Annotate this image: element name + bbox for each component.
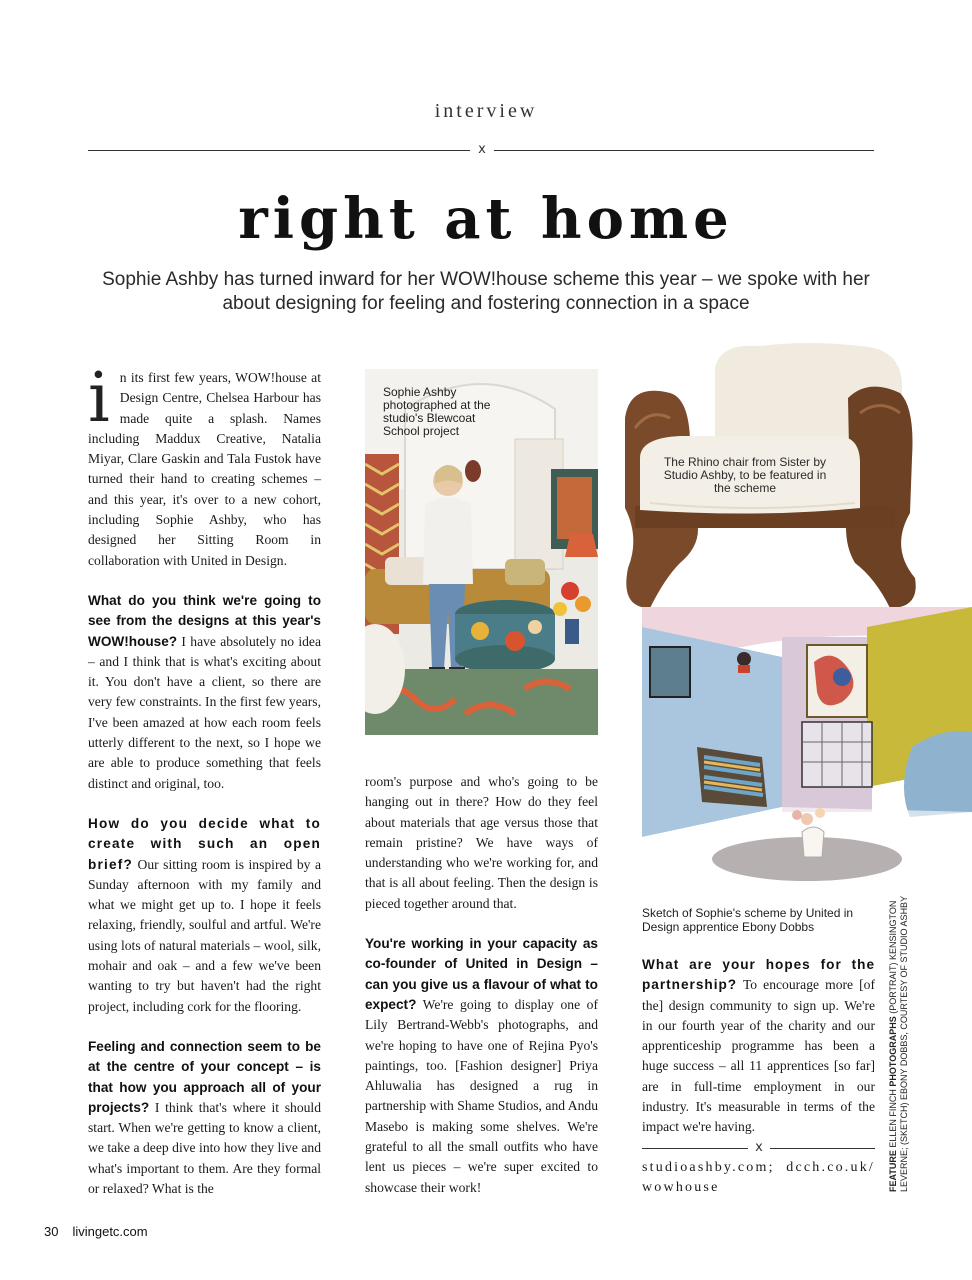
credit-photos-text: (PORTRAIT) KENSINGTON LEVERNE; (SKETCH) EBONY DOBBS, COURTESY OF STUDIO ASHBY — [888, 895, 909, 1192]
answer-2: Our sitting room is inspired by a Sunday afternoon with my family and what we might get up to. I hope it feels relaxing, friendly, soulful and artful. We're using lots of natural materials – wool, silk, mohair and oak – and a few we've been wanting to try but haven't had the right project, including cork for the flooring. — [88, 856, 321, 1014]
standfirst: Sophie Ashby has turned inward for her WOW!house scheme this year – we spoke with her about designing for feeling and fostering connection in a space — [102, 269, 870, 314]
drop-cap: i — [88, 359, 110, 438]
question-3: Feeling and connection seem to be at the centre of your concept – is that how you approach all of your projects? — [88, 1038, 321, 1115]
article-column-2 — [365, 772, 598, 1218]
page-footer — [44, 1224, 162, 1239]
section-kicker: interview — [434, 100, 538, 122]
answer-3-continued: room's purpose and who's going to be hanging out in there? How do they feel about materials that age versus those that remain pristine? We have ways of understanding who we're working for, and that is all about feeling. Then the design is pieced together around that. — [365, 774, 598, 911]
photo-credits — [888, 892, 910, 1192]
question-1: What do you think we're going to see from the designs at this year's WOW!house? — [88, 592, 321, 649]
rule-cross-mark: x — [470, 141, 494, 159]
qa-1 — [88, 591, 321, 794]
end-cross-mark: x — [748, 1139, 770, 1157]
credit-photos-label: PHOTOGRAPHS — [888, 1016, 898, 1087]
intro-text: n its first few years, WOW!house at Design Centre, Chelsea Harbour has made quite a splash. Names including Maddux Creative, Natalia Miyar, Clare Gaskin and Tala Fustok have turned their hand to creating schemes – and this year, it's over to a new cohort, including Sophie Ashby, who has designed her Sitting Room in collaboration with United in Design. — [88, 370, 321, 568]
qa-3 — [88, 1037, 321, 1199]
article-column-3 — [642, 955, 875, 1158]
answer-4: We're going to display one of Lily Bertrand-Webb's photographs, and we're hoping to have one of Rejina Pyo's paintings, too. [Fashion designer] Priya Ahluwalia has designed a rug in partnership with Shame Studios, and Andu Masebo is making some shelves. We're grateful to all the small outfits who have lent us pieces – we're super excited to showcase their work! — [365, 996, 598, 1195]
scheme-sketch-image — [642, 607, 972, 890]
qa-5 — [642, 955, 875, 1138]
question-5: What are your hopes for the partnership? — [642, 957, 875, 993]
qa-2 — [88, 814, 321, 1017]
answer-1: I have absolutely no idea – and I think that is what's exciting about it. You don't have a client, so there are very few constraints. In the first few years, I've been amazed at how each room feels utterly different to the next, so I hope we are able to produce something that feels distinct and original, too. — [88, 633, 321, 791]
site-name: livingetc.com — [72, 1224, 148, 1239]
question-2: How do you decide what to create with such an open brief? — [88, 815, 321, 872]
sketch-illustration — [642, 607, 972, 890]
sketch-caption: Sketch of Sophie's scheme by United in Design apprentice Ebony Dobbs — [642, 906, 854, 934]
links-text: studioashby.com; dcch.co.uk/ wowhouse — [642, 1160, 875, 1195]
page-number: 30 — [44, 1224, 59, 1239]
credit-feature-label: FEATURE — [888, 1150, 898, 1192]
page-title: right at home — [238, 186, 734, 252]
chair-caption: The Rhino chair from Sister by Studio Ashby, to be featured in the scheme — [663, 455, 827, 495]
question-4: You're working in your capacity as co-founder of United in Design – can you give us a flavour of what to expect? — [365, 936, 598, 1012]
answer-5: To encourage more [of the] design community to sign up. We're in our fourth year of the charity and our apprenticeship programme has been a huge success – all 11 apprentices [so far] are in full-time employment in our industry. It's measurable in terms of the impact we're having. — [642, 977, 875, 1135]
credit-feature-name: ELLEN FINCH — [888, 1086, 898, 1151]
intro-paragraph — [88, 359, 321, 571]
answer-3: I think that's where it should start. When we're getting to know a client, we take a deep dive into how they live and what's important to them. Are they formal or relaxed? What is the — [88, 1099, 321, 1196]
qa-4 — [365, 934, 598, 1198]
article-column-1 — [88, 359, 321, 1219]
portrait-caption: Sophie Ashby photographed at the studio's Blewcoat School project — [383, 385, 491, 438]
